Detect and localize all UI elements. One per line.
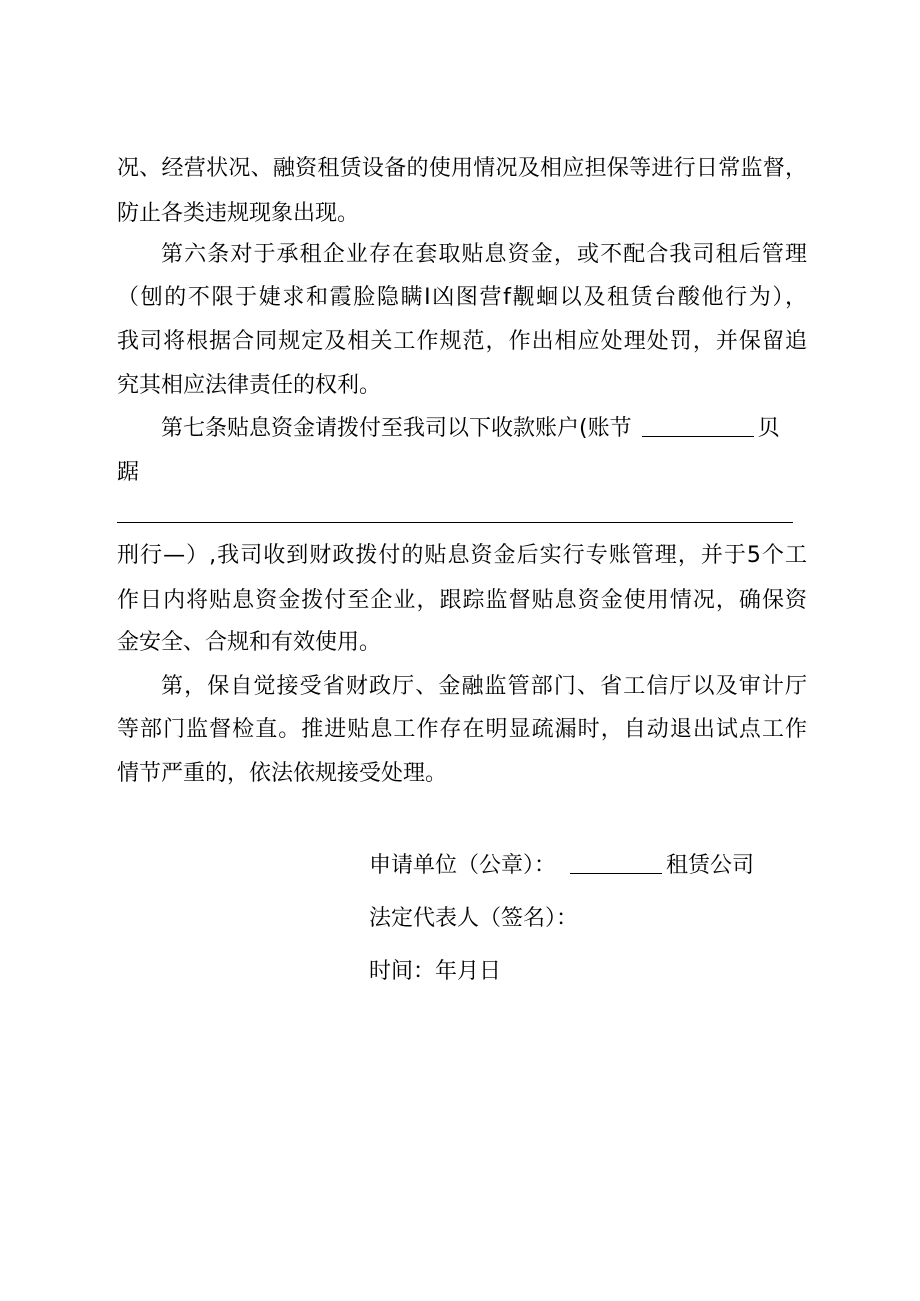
account-fill-line xyxy=(117,522,793,523)
article-8-line-2: 等部门监督检直。推进贴息工作存在明显疏漏时，自动退出试点工作 xyxy=(117,717,807,742)
applicant-label: 申请单位（公章）： xyxy=(369,853,557,878)
article-7-line-1 xyxy=(161,414,780,444)
applicant-suffix: 租赁公司 xyxy=(666,853,755,878)
article-6-line-1: 第六条对于承租企业存在套取贴息资金，或不配合我司租后管理 xyxy=(161,242,807,267)
account-blank xyxy=(642,414,754,437)
date-line: 时间：年月日 xyxy=(369,959,502,984)
article-7-text: 第七条贴息资金请拨付至我司以下收款账户(账节 xyxy=(161,416,632,441)
representative-line: 法定代表人（签名）： xyxy=(369,906,579,931)
applicant-blank xyxy=(570,851,662,874)
article-8-line-3: 情节严重的，依法依规接受处理。 xyxy=(117,761,448,786)
article-7-line-3: 刑行—）,我司收到财政拨付的贴息资金后实行专账管理，并于5个工 xyxy=(117,543,807,568)
body-line-1: 况、经营状况、融资租赁设备的使用情况及相应担保等进行日常监督， xyxy=(117,156,807,181)
body-line-2: 防止各类违规现象出现。 xyxy=(117,201,360,226)
article-8-line-1: 第，保自觉接受省财政厅、金融监管部门、省工信厅以及审计厅 xyxy=(161,674,807,699)
article-7-line-2: 踞 xyxy=(117,460,140,485)
article-7-tail: 贝 xyxy=(757,416,780,441)
article-7-line-4: 作日内将贴息资金拨付至企业，跟踪监督贴息资金使用情况，确保资 xyxy=(117,588,807,613)
article-6-line-4: 究其相应法律责任的权利。 xyxy=(117,373,382,398)
article-7-line-5: 金安全、合规和有效使用。 xyxy=(117,630,382,655)
applicant-line xyxy=(369,851,754,881)
article-6-line-3: 我司将根据合同规定及相关工作规范，作出相应处理处罚，并保留追 xyxy=(117,329,807,354)
article-6-line-2: （刨的不限于婕求和霞脸隐瞒I凶图营f觏蛔以及租赁台酸他行为）， xyxy=(117,285,807,310)
